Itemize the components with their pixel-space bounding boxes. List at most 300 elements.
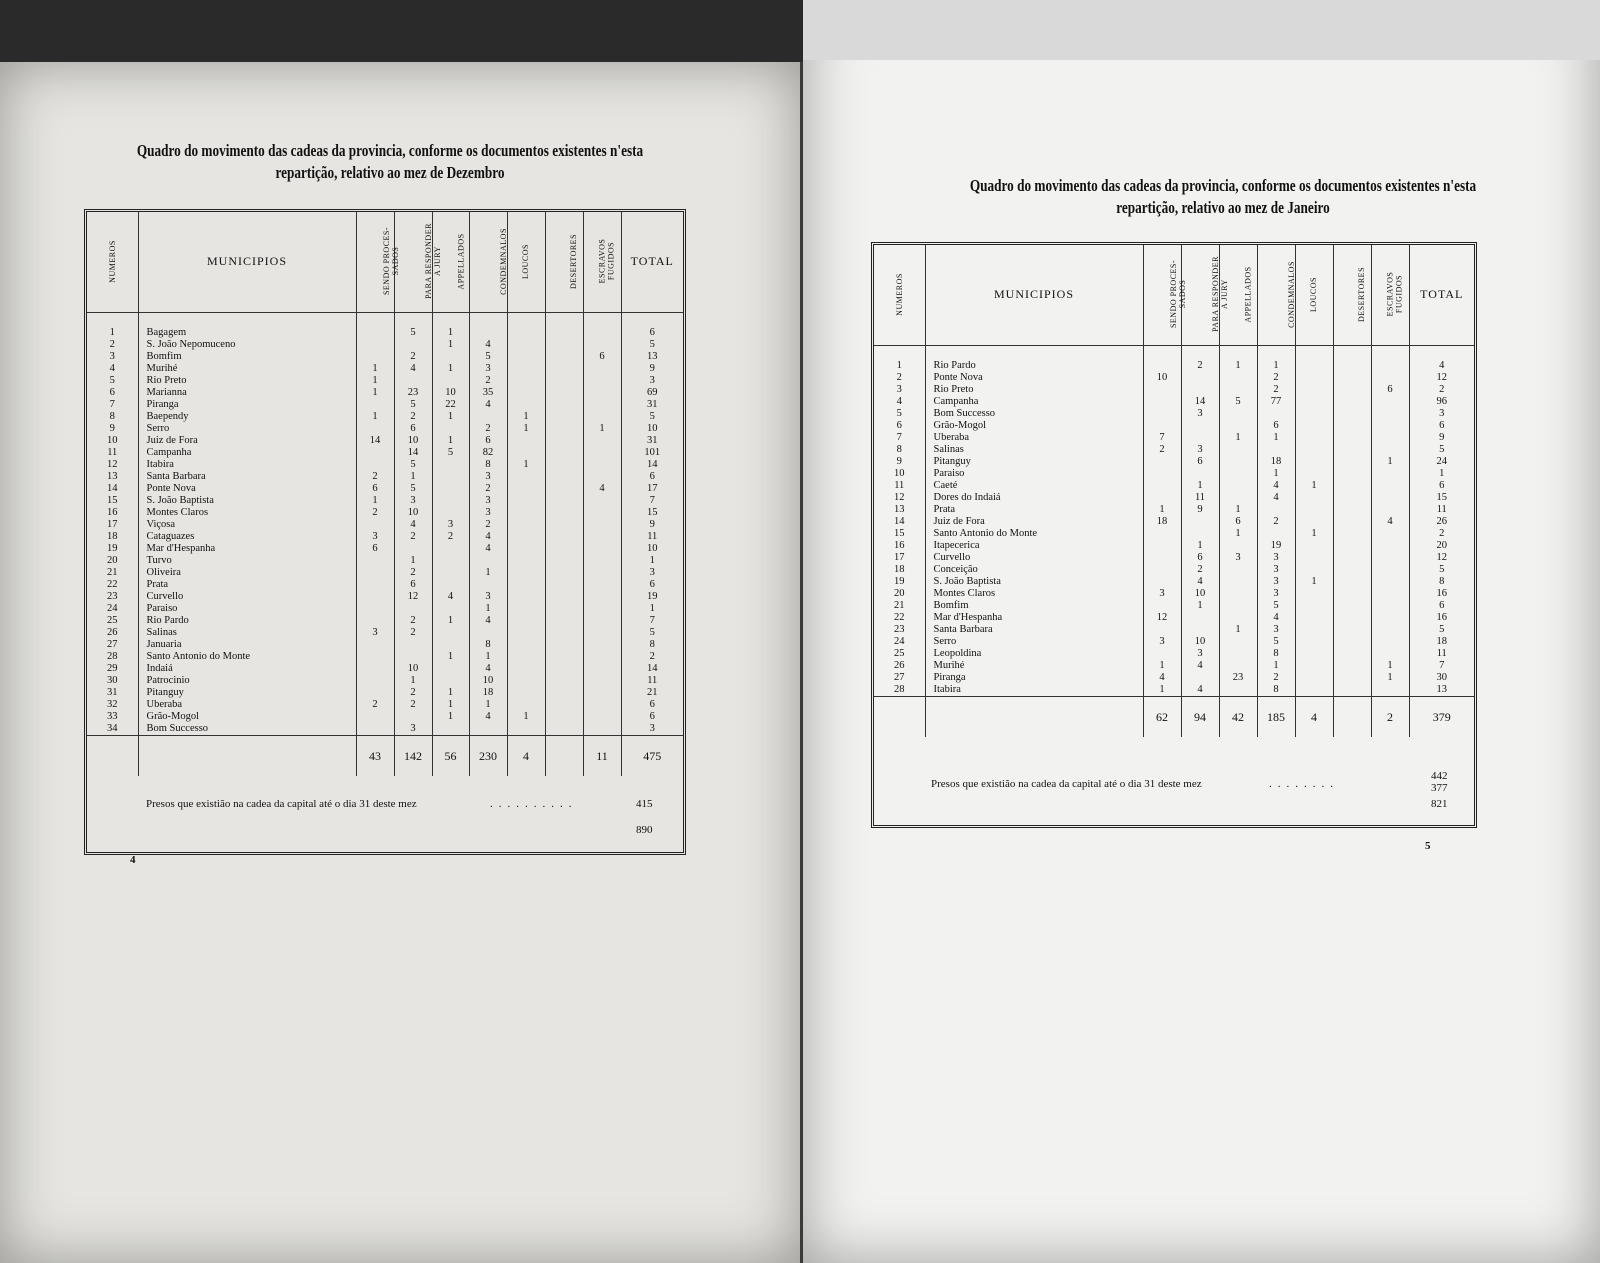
count-cell xyxy=(1333,408,1371,420)
count-cell xyxy=(545,495,583,507)
row-total: 8 xyxy=(649,638,655,650)
count-cell xyxy=(545,567,583,579)
count-cell xyxy=(1143,552,1181,564)
table-row xyxy=(874,384,1474,396)
count-cell xyxy=(356,651,394,663)
count-cell xyxy=(1219,600,1257,612)
table-row xyxy=(87,435,683,447)
count-cell xyxy=(583,723,621,736)
row-number: 1 xyxy=(874,360,925,372)
count-cell: 3 xyxy=(394,723,432,736)
count-cell xyxy=(356,663,394,675)
row-number: 9 xyxy=(874,456,925,468)
row-number: 7 xyxy=(87,399,138,411)
count-cell: 1 xyxy=(394,675,432,687)
count-cell: 8 xyxy=(469,459,507,471)
count-cell xyxy=(507,651,545,663)
table-row xyxy=(87,507,683,519)
count-cell xyxy=(583,327,621,339)
right-grand-total: 821 xyxy=(1431,798,1448,810)
col-header-jury: PARA RESPONDER A JURY xyxy=(394,212,432,312)
right-footnote-dots: ........ xyxy=(1269,778,1339,790)
right-title-line1: Quadro do movimento das cadeas da provincia, conforme os documentos existentes n'esta xyxy=(969,176,1477,195)
count-cell xyxy=(1143,528,1181,540)
table-row xyxy=(874,588,1474,600)
row-number: 13 xyxy=(874,504,925,516)
count-cell: 2 xyxy=(469,375,507,387)
count-cell: 2 xyxy=(394,627,432,639)
row-number: 2 xyxy=(87,339,138,351)
row-total: 3 xyxy=(1439,407,1445,419)
count-cell xyxy=(545,543,583,555)
municipio-name: Bom Successo xyxy=(925,408,1143,420)
count-cell xyxy=(507,339,545,351)
count-cell xyxy=(1333,468,1371,480)
row-total: 7 xyxy=(649,494,655,506)
count-cell xyxy=(545,591,583,603)
count-cell xyxy=(1143,420,1181,432)
row-total: 3 xyxy=(649,374,655,386)
table-row xyxy=(874,432,1474,444)
table-row xyxy=(87,399,683,411)
count-cell: 2 xyxy=(1257,372,1295,384)
municipio-name: Paraiso xyxy=(925,468,1143,480)
row-number: 31 xyxy=(87,687,138,699)
table-row xyxy=(87,327,683,339)
count-cell xyxy=(545,639,583,651)
count-cell: 1 xyxy=(1219,624,1257,636)
count-cell xyxy=(545,711,583,723)
left-footnote: Presos que existião na cadea da capital até o dia 31 deste mez xyxy=(146,798,417,810)
table-row xyxy=(87,411,683,423)
count-cell xyxy=(1371,468,1409,480)
count-cell xyxy=(1333,420,1371,432)
row-number: 16 xyxy=(87,507,138,519)
municipio-name: Campanha xyxy=(138,447,356,459)
col-header-escravos: ESCRAVOS FUGIDOS xyxy=(583,212,621,312)
count-cell xyxy=(583,375,621,387)
table-row xyxy=(874,408,1474,420)
row-total: 5 xyxy=(649,338,655,350)
count-cell xyxy=(1295,660,1333,672)
count-cell xyxy=(1371,480,1409,492)
count-cell xyxy=(356,579,394,591)
table-row xyxy=(874,372,1474,384)
table-row xyxy=(87,603,683,615)
count-cell xyxy=(583,651,621,663)
count-cell xyxy=(356,555,394,567)
row-total: 11 xyxy=(1436,503,1447,515)
left-footnote-dots: .......... xyxy=(490,798,578,810)
municipio-name: Grão-Mogol xyxy=(925,420,1143,432)
municipio-name: Marianna xyxy=(138,387,356,399)
count-cell xyxy=(545,519,583,531)
count-cell xyxy=(545,615,583,627)
municipio-name: Santa Barbara xyxy=(925,624,1143,636)
row-total: 31 xyxy=(647,398,658,410)
row-total: 2 xyxy=(1439,527,1445,539)
row-number: 15 xyxy=(87,495,138,507)
row-total: 11 xyxy=(1436,647,1447,659)
count-cell: 7 xyxy=(1143,432,1181,444)
table-row xyxy=(87,591,683,603)
count-cell: 4 xyxy=(469,663,507,675)
row-number: 17 xyxy=(874,552,925,564)
municipio-name: Itabira xyxy=(138,459,356,471)
left-table xyxy=(87,212,683,776)
municipio-name: Juiz de Fora xyxy=(138,435,356,447)
row-total: 3 xyxy=(649,566,655,578)
col-header-numeros: NUMEROS xyxy=(874,245,925,345)
count-cell xyxy=(583,639,621,651)
count-cell: 1 xyxy=(1371,660,1409,672)
count-cell: 1 xyxy=(432,435,469,447)
count-cell xyxy=(545,603,583,615)
column-total xyxy=(545,735,583,776)
table-row xyxy=(874,684,1474,697)
count-cell: 3 xyxy=(1257,564,1295,576)
count-cell: 6 xyxy=(394,579,432,591)
count-cell xyxy=(1333,444,1371,456)
count-cell xyxy=(507,363,545,375)
col-header-condemnados: CONDEMNALOS xyxy=(469,212,507,312)
count-cell xyxy=(356,711,394,723)
count-cell xyxy=(1143,648,1181,660)
row-number: 21 xyxy=(87,567,138,579)
count-cell xyxy=(1219,420,1257,432)
count-cell xyxy=(507,483,545,495)
count-cell xyxy=(507,615,545,627)
count-cell: 14 xyxy=(1181,396,1219,408)
count-cell: 10 xyxy=(394,507,432,519)
count-cell xyxy=(1333,600,1371,612)
count-cell xyxy=(583,435,621,447)
count-cell xyxy=(1333,480,1371,492)
count-cell xyxy=(545,507,583,519)
count-cell xyxy=(1295,360,1333,372)
municipio-name: Piranga xyxy=(138,399,356,411)
row-total: 12 xyxy=(1436,551,1447,563)
count-cell: 3 xyxy=(1143,588,1181,600)
count-cell xyxy=(394,339,432,351)
municipio-name: S. João Baptista xyxy=(925,576,1143,588)
count-cell: 10 xyxy=(1181,636,1219,648)
row-total: 4 xyxy=(1439,359,1445,371)
row-number: 14 xyxy=(874,516,925,528)
table-row xyxy=(874,360,1474,372)
count-cell: 4 xyxy=(469,615,507,627)
table-row xyxy=(87,459,683,471)
count-cell xyxy=(1295,624,1333,636)
count-cell xyxy=(545,387,583,399)
count-cell xyxy=(469,327,507,339)
column-total: 4 xyxy=(1295,696,1333,737)
count-cell xyxy=(432,555,469,567)
count-cell xyxy=(356,615,394,627)
count-cell: 1 xyxy=(507,411,545,423)
count-cell xyxy=(545,351,583,363)
col-header-numeros: NUMEROS xyxy=(87,212,138,312)
row-number: 9 xyxy=(87,423,138,435)
count-cell xyxy=(356,675,394,687)
count-cell: 1 xyxy=(356,495,394,507)
count-cell: 3 xyxy=(1181,648,1219,660)
row-number: 26 xyxy=(87,627,138,639)
count-cell: 6 xyxy=(469,435,507,447)
count-cell xyxy=(356,399,394,411)
right-footnote-value2: 377 xyxy=(1431,782,1448,794)
count-cell xyxy=(1371,588,1409,600)
row-total: 11 xyxy=(647,674,658,686)
row-number: 10 xyxy=(87,435,138,447)
count-cell: 2 xyxy=(356,507,394,519)
count-cell xyxy=(1371,540,1409,552)
count-cell: 1 xyxy=(356,411,394,423)
col-header-desertores: DESERTORES xyxy=(1333,245,1371,345)
row-total: 20 xyxy=(1436,539,1447,551)
count-cell xyxy=(1143,408,1181,420)
count-cell xyxy=(507,375,545,387)
count-cell xyxy=(356,639,394,651)
table-row xyxy=(874,420,1474,432)
count-cell xyxy=(1371,504,1409,516)
column-total: 94 xyxy=(1181,696,1219,737)
count-cell xyxy=(469,627,507,639)
table-row xyxy=(87,531,683,543)
row-total: 26 xyxy=(1436,515,1447,527)
count-cell xyxy=(1371,372,1409,384)
count-cell: 77 xyxy=(1257,396,1295,408)
count-cell: 2 xyxy=(394,411,432,423)
row-number: 11 xyxy=(874,480,925,492)
municipio-name: Cataguazes xyxy=(138,531,356,543)
col-header-appellados: APPELLADOS xyxy=(432,212,469,312)
count-cell: 4 xyxy=(469,339,507,351)
table-row xyxy=(874,552,1474,564)
count-cell xyxy=(1295,456,1333,468)
count-cell xyxy=(1333,396,1371,408)
count-cell xyxy=(507,627,545,639)
count-cell xyxy=(507,399,545,411)
count-cell xyxy=(1371,528,1409,540)
municipio-name: Murihé xyxy=(925,660,1143,672)
count-cell: 4 xyxy=(469,711,507,723)
column-total: 475 xyxy=(621,735,683,776)
column-total: 4 xyxy=(507,735,545,776)
count-cell: 4 xyxy=(469,543,507,555)
row-total: 30 xyxy=(1436,671,1447,683)
count-cell: 3 xyxy=(1181,408,1219,420)
count-cell xyxy=(1333,636,1371,648)
column-total: 11 xyxy=(583,735,621,776)
count-cell: 1 xyxy=(469,651,507,663)
row-total: 101 xyxy=(644,446,661,458)
count-cell: 19 xyxy=(1257,540,1295,552)
row-number: 26 xyxy=(874,660,925,672)
right-title xyxy=(950,175,1496,219)
row-total: 69 xyxy=(647,386,658,398)
table-row xyxy=(874,504,1474,516)
count-cell: 5 xyxy=(394,483,432,495)
municipio-name: Uberaba xyxy=(138,699,356,711)
row-number: 11 xyxy=(87,447,138,459)
row-number: 5 xyxy=(874,408,925,420)
count-cell: 6 xyxy=(1219,516,1257,528)
municipio-name: Ponte Nova xyxy=(925,372,1143,384)
column-total: 56 xyxy=(432,735,469,776)
municipio-name: Piranga xyxy=(925,672,1143,684)
count-cell: 1 xyxy=(394,555,432,567)
count-cell xyxy=(507,531,545,543)
count-cell xyxy=(1219,480,1257,492)
count-cell xyxy=(1295,504,1333,516)
row-number: 27 xyxy=(87,639,138,651)
count-cell xyxy=(1295,600,1333,612)
count-cell xyxy=(432,483,469,495)
empty-cell xyxy=(87,735,138,776)
row-total: 14 xyxy=(647,662,658,674)
count-cell: 1 xyxy=(1295,528,1333,540)
count-cell xyxy=(507,435,545,447)
count-cell xyxy=(469,411,507,423)
count-cell xyxy=(1333,672,1371,684)
left-page xyxy=(0,62,800,1263)
table-row xyxy=(87,723,683,736)
count-cell: 4 xyxy=(394,519,432,531)
count-cell xyxy=(356,519,394,531)
count-cell xyxy=(1295,492,1333,504)
count-cell xyxy=(507,603,545,615)
count-cell: 1 xyxy=(432,699,469,711)
municipio-name: Mar d'Hespanha xyxy=(925,612,1143,624)
count-cell xyxy=(1219,384,1257,396)
row-total: 19 xyxy=(647,590,658,602)
count-cell: 1 xyxy=(1219,432,1257,444)
row-number: 19 xyxy=(87,543,138,555)
table-row xyxy=(874,444,1474,456)
municipio-name: Rio Preto xyxy=(925,384,1143,396)
row-total: 7 xyxy=(649,614,655,626)
count-cell xyxy=(1333,552,1371,564)
count-cell xyxy=(394,639,432,651)
count-cell: 35 xyxy=(469,387,507,399)
municipio-name: Itabira xyxy=(925,684,1143,697)
count-cell: 6 xyxy=(1181,456,1219,468)
count-cell: 5 xyxy=(1257,636,1295,648)
count-cell xyxy=(1143,624,1181,636)
table-row xyxy=(87,387,683,399)
count-cell xyxy=(507,471,545,483)
count-cell xyxy=(1181,468,1219,480)
row-number: 8 xyxy=(874,444,925,456)
left-header-row xyxy=(87,212,683,312)
count-cell: 3 xyxy=(1219,552,1257,564)
count-cell xyxy=(1371,396,1409,408)
table-row xyxy=(87,483,683,495)
column-total: 379 xyxy=(1409,696,1474,737)
row-number: 25 xyxy=(87,615,138,627)
count-cell: 1 xyxy=(1257,432,1295,444)
col-header-total: TOTAL xyxy=(1409,245,1474,345)
municipio-name: Bagagem xyxy=(138,327,356,339)
count-cell: 2 xyxy=(1257,516,1295,528)
count-cell xyxy=(1219,612,1257,624)
count-cell: 5 xyxy=(1257,600,1295,612)
municipio-name: S. João Baptista xyxy=(138,495,356,507)
count-cell xyxy=(583,555,621,567)
count-cell: 22 xyxy=(432,399,469,411)
count-cell xyxy=(1295,468,1333,480)
count-cell xyxy=(356,327,394,339)
count-cell xyxy=(1181,420,1219,432)
row-total: 96 xyxy=(1436,395,1447,407)
count-cell xyxy=(1143,576,1181,588)
count-cell: 1 xyxy=(1143,660,1181,672)
count-cell xyxy=(545,459,583,471)
count-cell xyxy=(507,543,545,555)
count-cell: 14 xyxy=(394,447,432,459)
count-cell: 1 xyxy=(356,387,394,399)
municipio-name: Juiz de Fora xyxy=(925,516,1143,528)
count-cell xyxy=(394,543,432,555)
count-cell xyxy=(545,447,583,459)
right-table xyxy=(874,245,1474,737)
count-cell xyxy=(1333,540,1371,552)
count-cell: 2 xyxy=(356,699,394,711)
count-cell: 2 xyxy=(469,483,507,495)
row-total: 7 xyxy=(1439,659,1445,671)
municipio-name: Indaiá xyxy=(138,663,356,675)
count-cell xyxy=(583,471,621,483)
count-cell: 3 xyxy=(469,495,507,507)
count-cell xyxy=(1295,672,1333,684)
row-total: 2 xyxy=(649,650,655,662)
count-cell xyxy=(583,387,621,399)
count-cell xyxy=(583,663,621,675)
count-cell: 1 xyxy=(432,327,469,339)
count-cell xyxy=(1371,684,1409,697)
count-cell xyxy=(1181,372,1219,384)
count-cell xyxy=(1333,432,1371,444)
count-cell xyxy=(1257,408,1295,420)
municipio-name: Ponte Nova xyxy=(138,483,356,495)
row-total: 11 xyxy=(647,530,658,542)
row-total: 16 xyxy=(1436,611,1447,623)
count-cell: 6 xyxy=(394,423,432,435)
municipio-name: Mar d'Hespanha xyxy=(138,543,356,555)
count-cell: 6 xyxy=(1181,552,1219,564)
right-title-line2: repartição, relativo ao mez de Janeiro xyxy=(1116,198,1330,217)
table-row xyxy=(874,492,1474,504)
count-cell xyxy=(1181,528,1219,540)
row-number: 15 xyxy=(874,528,925,540)
count-cell xyxy=(583,531,621,543)
row-number: 4 xyxy=(874,396,925,408)
table-row xyxy=(87,687,683,699)
count-cell xyxy=(1219,468,1257,480)
count-cell xyxy=(1219,660,1257,672)
count-cell: 5 xyxy=(394,399,432,411)
count-cell xyxy=(507,723,545,736)
count-cell: 2 xyxy=(394,687,432,699)
right-table-body xyxy=(874,345,1474,737)
count-cell: 2 xyxy=(394,699,432,711)
column-total: 185 xyxy=(1257,696,1295,737)
row-number: 21 xyxy=(874,600,925,612)
col-header-desertores: DESERTORES xyxy=(545,212,583,312)
row-number: 20 xyxy=(874,588,925,600)
count-cell xyxy=(583,411,621,423)
